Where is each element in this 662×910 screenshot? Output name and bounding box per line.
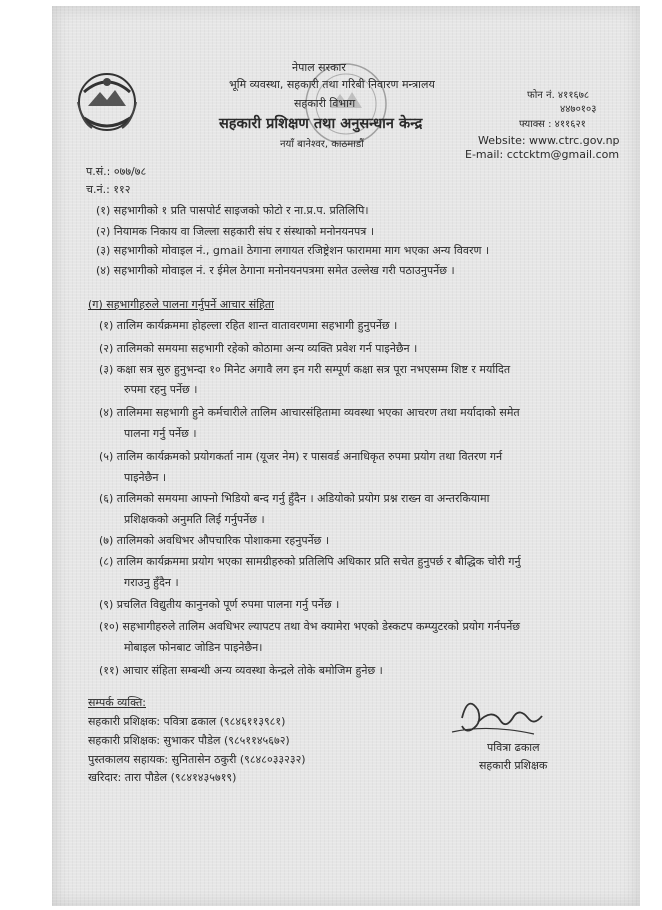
contact-heading: सम्पर्क व्यक्ति: [88, 696, 147, 709]
contact-person: सहकारी प्रशिक्षक: सुभाकर पौडेल (९८५११४५६७२) [88, 734, 290, 747]
ref-ps: प.सं.: ०७७/७८ [86, 165, 147, 178]
code-line: (८) तालिम कार्यक्रममा प्रयोग भएका सामग्रीहरुको प्रतिलिपि अधिकार प्रति सचेत हुनुपर्छ र बौद्धिक चोरी गर्नु [99, 555, 521, 568]
center-name: सहकारी प्रशिक्षण तथा अनुसन्धान केन्द्र [219, 116, 423, 132]
signature-icon [448, 688, 548, 742]
code-heading: (ग) सहभागीहरुले पालना गर्नुपर्ने आचार संहिता [88, 298, 275, 311]
nepal-emblem-icon [70, 62, 144, 138]
requirement-item: (४) सहभागीको मोवाइल नं. र ईमेल ठेगाना मनोनयनपत्रमा समेत उल्लेख गरी पठाउनुपर्नेछ । [96, 264, 455, 277]
signatory-title: सहकारी प्रशिक्षक [479, 759, 548, 772]
phone-number: फोन नं. ४११६७८ [527, 90, 590, 101]
code-line: (७) तालिमको अवधिभर औपचारिक पोशाकमा रहनुपर्नेछ । [99, 534, 330, 547]
code-line: पाइनेछैन । [124, 471, 167, 484]
code-line: (२) तालिमको समयमा सहभागी रहेको कोठामा अन्य व्यक्ति प्रवेश गर्न पाइनेछैन । [99, 342, 418, 355]
phone-number-2: ४४७०१०३ [560, 104, 597, 115]
fax-number: फ्याक्स : ४११६२१ [519, 119, 586, 130]
code-line: (११) आचार संहिता सम्बन्धी अन्य व्यवस्था केन्द्रले तोके बमोजिम हुनेछ । [99, 664, 383, 677]
code-line: (४) तालिममा सहभागी हुने कर्मचारीले तालिम आचारसंहितामा व्यवस्था भएका आचरण तथा मर्यादाको समेत [99, 406, 520, 419]
code-line: (३) कक्षा सत्र सुरु हुनुभन्दा १० मिनेट अगावै लग इन गरी सम्पूर्ण कक्षा सत्र पूरा नभएसम्म शिष्ट र मर्यादित [99, 363, 511, 376]
requirement-item: (२) नियामक निकाय वा जिल्ला सहकारी संघ र संस्थाको मनोनयनपत्र । [96, 225, 374, 238]
code-line: (५) तालिम कार्यक्रमको प्रयोगकर्ता नाम (यूजर नेम) र पासवर्ड अनाधिकृत रुपमा प्रयोग तथा वितरण गर्न [99, 450, 503, 463]
code-line: (९) प्रचलित विद्युतीय कानुनको पूर्ण रुपमा पालना गर्नु पर्नेछ । [99, 598, 340, 611]
contact-person: पुस्तकालय सहायक: सुनितासेन ठकुरी (९८४८०३३२३२) [88, 753, 306, 766]
signatory-name: पवित्रा ढकाल [487, 741, 540, 754]
contact-person: सहकारी प्रशिक्षक: पवित्रा ढकाल (९८४६११३९८१) [88, 715, 286, 728]
code-line: पालना गर्नु पर्नेछ । [124, 427, 197, 440]
code-line: (६) तालिमको समयमा आफ्नो भिडियो बन्द गर्नु हुँदैन । अडियोको प्रयोग प्रश्न राख्न वा अन्तरकियामा [99, 492, 490, 505]
requirement-item: (१) सहभागीको १ प्रति पासपोर्ट साइजको फोटो र ना.प्र.प. प्रतिलिपि। [96, 204, 369, 217]
code-line: (१) तालिम कार्यक्रममा होहल्ला रहित शान्त वातावरणमा सहभागी हुनुपर्नेछ । [99, 319, 398, 332]
code-line: मोबाइल फोनबाट जोडिन पाइनेछैन। [124, 641, 263, 654]
contact-person: खरिदार: तारा पौडेल (९८४१४३५७१९) [88, 771, 237, 784]
center-address: नयाँ बानेश्वर, काठमाडौं [280, 139, 364, 150]
department-name: सहकारी विभाग [294, 97, 356, 110]
code-line: प्रशिक्षकको अनुमति लिई गर्नुपर्नेछ । [124, 513, 265, 526]
ref-cn: च.नं.: ११२ [86, 183, 131, 196]
website: Website: www.ctrc.gov.np [478, 134, 620, 147]
email: E-mail: cctcktm@gmail.com [465, 148, 620, 161]
code-line: रुपमा रहनु पर्नेछ । [124, 383, 198, 396]
code-line: (१०) सहभागीहरुले तालिम अवधिभर ल्यापटप तथा वेभ क्यामेरा भएको डेस्कटप कम्प्युटरको प्रयोग गर्नपर्नेछ [99, 620, 521, 633]
code-line: गराउनु हुँदैन । [124, 576, 179, 589]
requirement-item: (३) सहभागीको मोवाइल नं., gmail ठेगाना लगायत रजिष्ट्रेशन फाराममा माग भएका अन्य विवरण । [96, 244, 490, 257]
ministry-name: भूमि व्यवस्था, सहकारी तथा गरिबी निवारण मन्त्रालय [229, 78, 435, 91]
govt-name: नेपाल सरकार [292, 61, 346, 74]
